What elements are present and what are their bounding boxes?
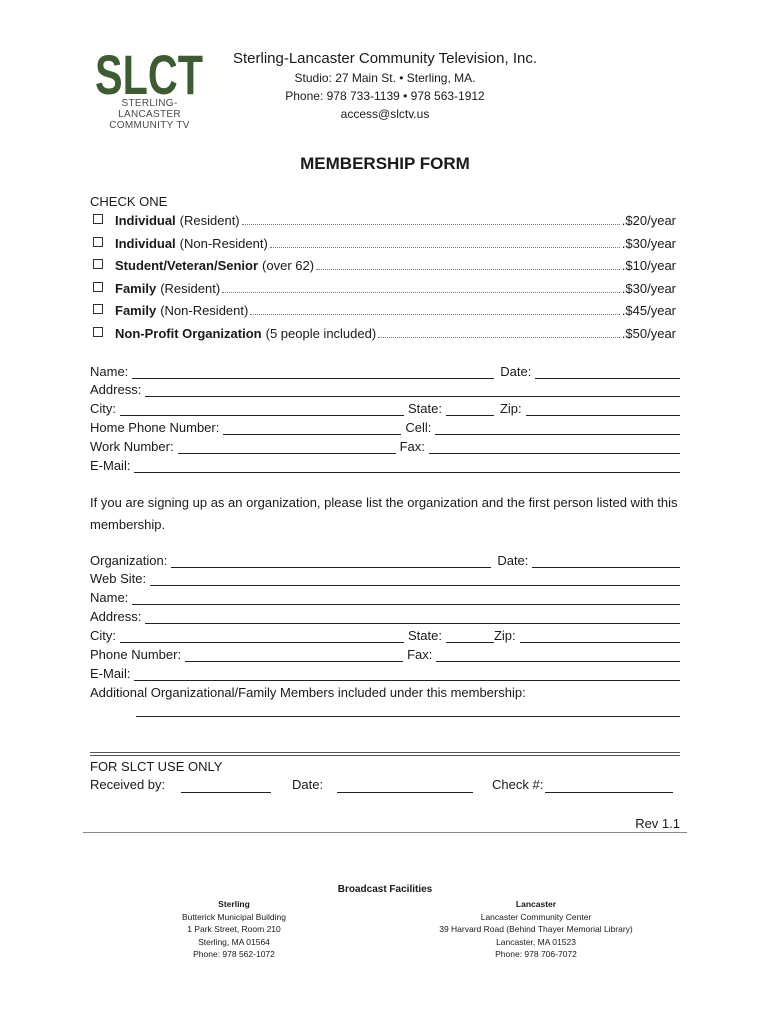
option-individual-resident[interactable]: Individual (Resident) .$20/year <box>90 213 676 230</box>
org-zip-field[interactable] <box>520 630 680 643</box>
work-number-field[interactable] <box>178 441 396 454</box>
additional-members-label: Additional Organizational/Family Members included under this membership: <box>90 685 526 700</box>
org-date-field[interactable] <box>532 555 680 568</box>
check-number-label: Check #: <box>492 777 544 792</box>
logo-subtitle: STERLING-LANCASTER COMMUNITY TV <box>109 98 190 131</box>
checkbox[interactable] <box>93 304 103 314</box>
org-name-field[interactable] <box>132 592 680 605</box>
revision-label: Rev 1.1 <box>635 816 680 831</box>
checkbox[interactable] <box>93 259 103 269</box>
header-phone: Phone: 978 733-1139 • 978 563-1912 <box>285 89 485 103</box>
office-use-heading: FOR SLCT USE ONLY <box>90 759 223 774</box>
received-by-field[interactable] <box>181 792 271 793</box>
header-email: access@slctv.us <box>340 107 430 121</box>
received-by-label: Received by: <box>90 777 166 792</box>
state-field[interactable] <box>446 403 494 416</box>
cell-field[interactable] <box>435 422 680 435</box>
sterling-facility: Sterling Butterick Municipal Building 1 Park Street, Room 210 Sterling, MA 01564 Phone: 978 562-1072 <box>182 899 286 960</box>
org-phone-row: Phone Number: Fax: <box>90 645 680 662</box>
studio-address: Studio: 27 Main St. • Sterling, MA. <box>294 71 476 85</box>
org-email-field[interactable] <box>134 668 680 681</box>
checkbox[interactable] <box>93 327 103 337</box>
org-phone-field[interactable] <box>185 649 403 662</box>
lancaster-facility: Lancaster Lancaster Community Center 39 Harvard Road (Behind Thayer Memorial Library) Lancaster, MA 01523 Phone: 978 706-7072 <box>439 899 633 960</box>
org-name-row: Name: <box>90 588 680 605</box>
organization-instructions: If you are signing up as an organization, please list the organization and the first person listed with this membership. <box>90 495 678 532</box>
broadcast-facilities-title: Broadcast Facilities <box>337 884 433 895</box>
checkbox[interactable] <box>93 237 103 247</box>
check-one-label: CHECK ONE <box>90 194 168 209</box>
organization-date-row: Organization: Date: <box>90 551 680 568</box>
org-city-row: City: State: Zip: <box>90 626 680 643</box>
svg-text:SLCT: SLCT <box>95 48 203 98</box>
home-phone-field[interactable] <box>223 422 401 435</box>
email-field[interactable] <box>134 460 680 473</box>
work-row: Work Number: Fax: <box>90 437 680 454</box>
org-city-field[interactable] <box>120 630 404 643</box>
city-field[interactable] <box>120 403 404 416</box>
fax-field[interactable] <box>429 441 680 454</box>
zip-field[interactable] <box>526 403 680 416</box>
option-nonprofit-organization[interactable]: Non-Profit Organization (5 people included) .$50/year <box>90 326 676 343</box>
org-fax-field[interactable] <box>436 649 680 662</box>
org-address-row: Address: <box>90 607 680 624</box>
checkbox[interactable] <box>93 282 103 292</box>
org-email-row: E-Mail: <box>90 664 680 681</box>
name-field[interactable] <box>132 366 494 379</box>
office-divider <box>90 752 680 756</box>
org-address-field[interactable] <box>145 611 680 624</box>
additional-members-field[interactable] <box>136 716 680 717</box>
office-date-label: Date: <box>292 777 324 792</box>
email-row: E-Mail: <box>90 456 680 473</box>
date-field[interactable] <box>535 366 680 379</box>
option-family-resident[interactable]: Family (Resident) .$30/year <box>90 281 676 298</box>
office-date-field[interactable] <box>337 792 473 793</box>
address-field[interactable] <box>145 384 680 397</box>
address-row: Address: <box>90 380 680 397</box>
name-date-row: Name: Date: <box>90 362 680 379</box>
website-field[interactable] <box>150 573 680 586</box>
check-number-field[interactable] <box>545 792 673 793</box>
slct-logo <box>95 48 203 98</box>
website-row: Web Site: <box>90 569 680 586</box>
footer-divider <box>83 832 687 833</box>
organization-name: Sterling-Lancaster Community Television, Inc. <box>232 50 538 67</box>
form-title: MEMBERSHIP FORM <box>300 154 470 173</box>
checkbox[interactable] <box>93 214 103 224</box>
organization-field[interactable] <box>171 555 491 568</box>
option-student-veteran-senior[interactable]: Student/Veteran/Senior (over 62) .$10/year <box>90 258 676 275</box>
city-row: City: State: Zip: <box>90 399 680 416</box>
phone-row: Home Phone Number: Cell: <box>90 418 680 435</box>
org-state-field[interactable] <box>446 630 494 643</box>
option-individual-nonresident[interactable]: Individual (Non-Resident) .$30/year <box>90 236 676 253</box>
option-family-nonresident[interactable]: Family (Non-Resident) .$45/year <box>90 303 676 320</box>
